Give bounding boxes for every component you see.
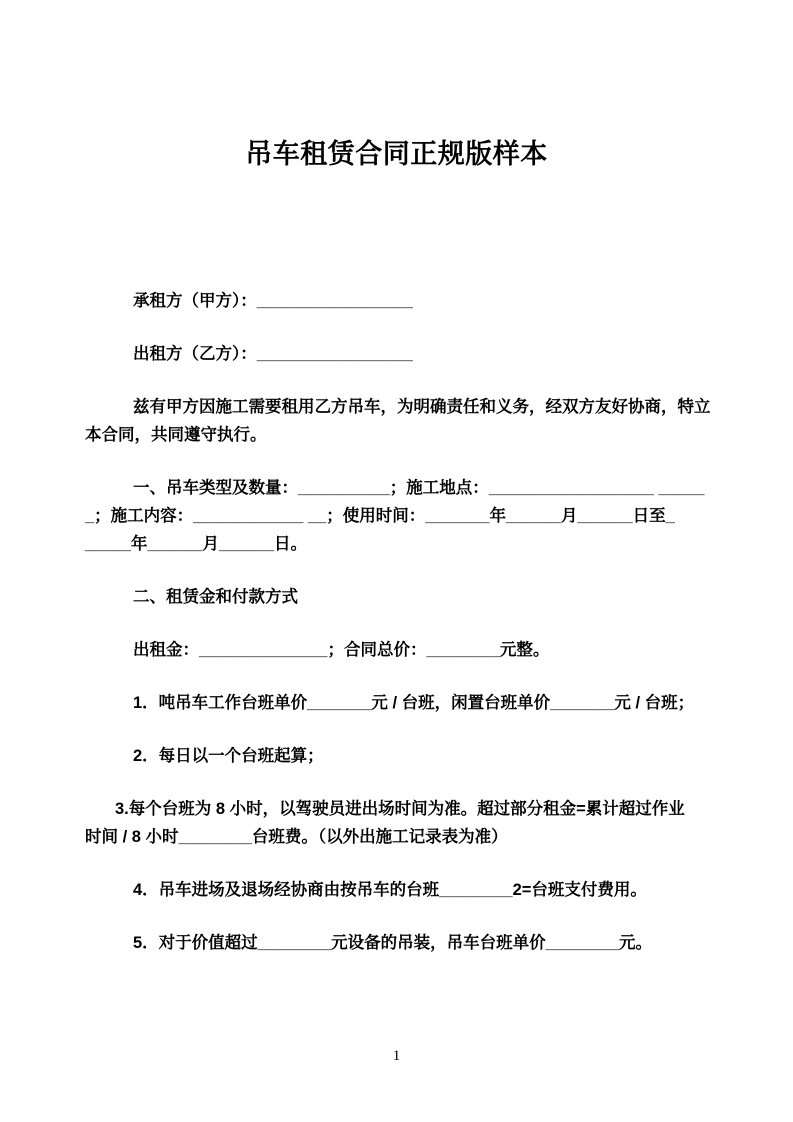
text-line: 4．吊车进场及退场经协商由按吊车的台班________2=台班支付费用。 (133, 881, 647, 899)
text-line: 二、租赁金和付款方式 (133, 588, 298, 606)
text-line: 2．每日以一个台班起算； (133, 747, 324, 765)
paragraph-item-1 (85, 689, 723, 717)
text-line: _____年______月______日。 (85, 535, 308, 553)
paragraph-rent-price (85, 636, 723, 664)
document-title: 吊车租赁合同正规版样本 (245, 139, 548, 169)
paragraph-item-5 (85, 929, 723, 957)
document-body (0, 287, 793, 957)
paragraph-lessee (85, 287, 723, 315)
text-line: _；施工内容：____________ __；使用时间：_______年______月______日至_ (85, 507, 675, 525)
page-number: 1 (392, 1048, 401, 1064)
text-line: 本合同，共同遵守执行。 (85, 426, 267, 444)
text-line: 出租金：______________；合同总价：________元整。 (133, 641, 550, 659)
paragraph-clause-2-heading (85, 583, 723, 611)
text-line: 兹有甲方因施工需要租用乙方吊车，为明确责任和义务，经双方友好协商，特立 (133, 398, 711, 416)
text-line: 1．吨吊车工作台班单价_______元 / 台班，闲置台班单价_______元 / 台班； (133, 694, 695, 712)
paragraph-lessor (85, 340, 723, 368)
text-line: 出租方（乙方）：_________________ (133, 345, 413, 363)
text-line: 3.每个台班为 8 小时，以驾驶员进出场时间为准。超过部分租金=累计超过作业 (115, 800, 685, 818)
text-line: 5．对于价值超过________元设备的吊装，吊车台班单价________元。 (133, 934, 653, 952)
paragraph-item-4 (85, 876, 723, 904)
paragraph-item-2 (85, 742, 723, 770)
paragraph-item-3 (85, 795, 723, 851)
text-line: 承租方（甲方）：_________________ (133, 292, 413, 310)
text-line: 时间 / 8 小时________台班费。（以外出施工记录表为准） (85, 828, 508, 846)
paragraph-clause-1 (85, 474, 723, 558)
paragraph-preamble (85, 393, 723, 449)
text-line: 一、吊车类型及数量：__________；施工地点：__________________ _____ (133, 479, 705, 497)
